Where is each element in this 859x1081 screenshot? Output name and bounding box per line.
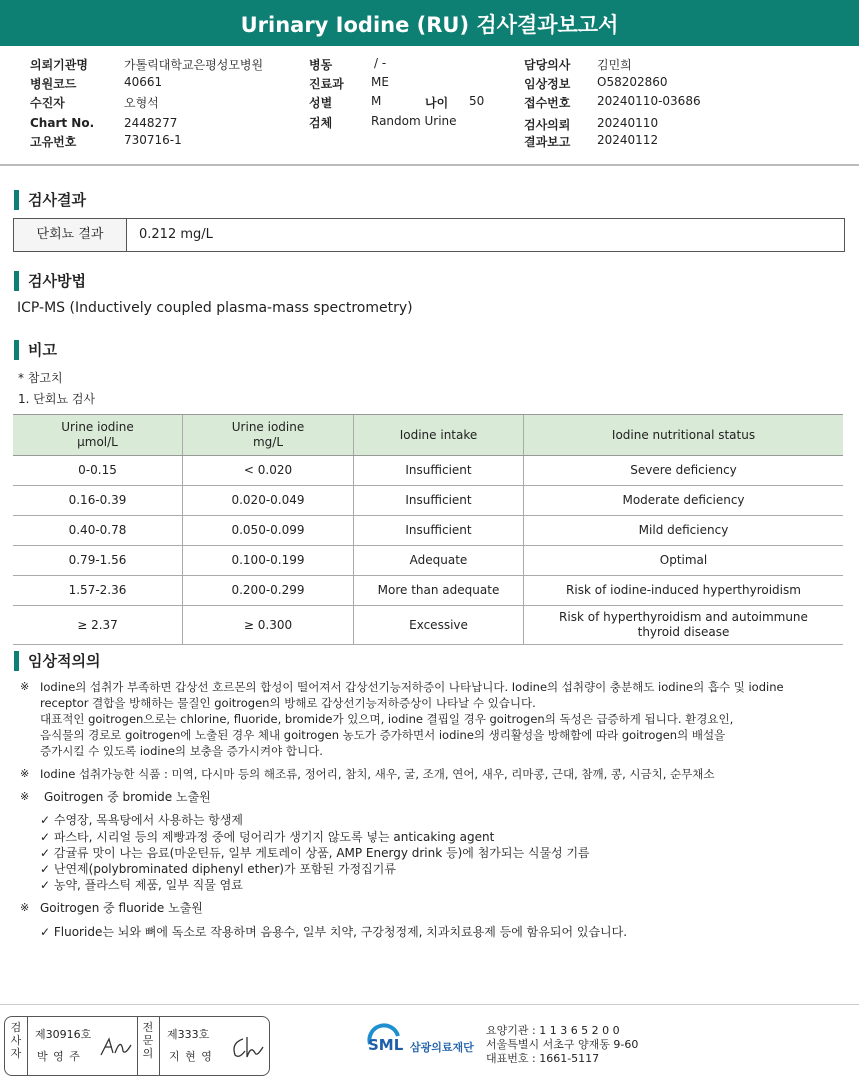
info-label: 담당의사	[524, 58, 571, 72]
specialist-no: 제333호	[167, 1028, 210, 1041]
table-row	[13, 456, 843, 486]
table-cell: Insufficient	[354, 486, 524, 516]
table-cell: Risk of hyperthyroidism and autoimmune thyroid disease	[524, 606, 844, 645]
table-row	[13, 606, 843, 645]
table-header: Urine iodine mg/L	[183, 415, 354, 456]
logo-subtext: 삼광의료재단	[410, 1041, 474, 1054]
info-value: 가톨릭대학교은평성모병원	[124, 58, 264, 72]
note-mark: ※	[20, 901, 30, 914]
reference-table	[13, 414, 843, 645]
footer-divider	[0, 1004, 859, 1005]
table-cell: Moderate deficiency	[524, 486, 844, 516]
clinical-paragraph: Iodine의 섭취가 부족하면 갑상선 호르몬의 합성이 떨어져서 갑상선기능저하증이 나타납니다. Iodine의 섭취량이 충분해도 iodine의 흡수 및 iodine receptor 결합을 방해하는 물질인 goitrogen의 방해로 갑상선기능저하증상이 나타날 수 있습니다. 대표적인 goitrogen으로는 chlorine, fluoride, bromide가 있으며, iodine 결핍일 경우 goitrogen의 독성은 급증하게 됩니다. 환경요인, 음식물의 경로로 goitrogen에 노출된 경우 체내 goitrogen 농도가 증가하면서 iodine의 생리활성을 방해함에 따라 goitrogen의 배설을 증가시킬 수 있도록 iodine의 보충을 증가시켜야 합니다.	[40, 680, 784, 758]
ref-note: * 참고치	[18, 371, 63, 385]
result-box	[13, 218, 845, 252]
table-cell: More than adequate	[354, 576, 524, 606]
info-label: 접수번호	[524, 96, 571, 110]
table-cell: < 0.020	[183, 456, 354, 486]
table-cell: ≥ 2.37	[13, 606, 183, 645]
table-header: Iodine nutritional status	[524, 415, 844, 456]
age-label: 나이	[425, 96, 449, 110]
bromide-item: ✓ 수영장, 목욕탕에서 사용하는 항생제	[40, 813, 244, 827]
signature-stamp	[4, 1016, 270, 1076]
table-cell: Risk of iodine-induced hyperthyroidism	[524, 576, 844, 606]
patient-info	[0, 46, 859, 166]
bromide-item: ✓ 파스타, 시리얼 등의 제빵과정 중에 덩어리가 생기지 않도록 넣는 anticaking agent	[40, 830, 495, 844]
info-label: 의뢰기관명	[30, 58, 88, 72]
info-label: 검사의뢰	[524, 118, 571, 132]
table-row	[13, 486, 843, 516]
table-cell: Optimal	[524, 546, 844, 576]
section-title-remarks: 비고	[14, 340, 57, 360]
report-title: Urinary Iodine (RU) 검사결과보고서	[0, 0, 859, 46]
info-value: 김민희	[597, 58, 632, 72]
info-value: 40661	[124, 75, 163, 89]
info-label: 성별	[309, 96, 333, 110]
method-text: ICP-MS (Inductively coupled plasma-mass spectrometry)	[17, 300, 413, 316]
logo-text: SML	[368, 1036, 404, 1054]
fluoride-title: Goitrogen 중 fluoride 노출원	[40, 901, 203, 915]
note-mark: ※	[20, 767, 30, 780]
info-value: 730716-1	[124, 133, 182, 147]
info-value: M	[371, 94, 382, 108]
info-label: 병동	[309, 58, 333, 72]
table-row	[13, 576, 843, 606]
table-cell: 0.79-1.56	[13, 546, 183, 576]
table-cell: Mild deficiency	[524, 516, 844, 546]
table-row	[13, 546, 843, 576]
info-label: 병원코드	[30, 77, 77, 91]
bromide-item: ✓ 감귤류 맛이 나는 음료(마운틴듀, 일부 게토레이 상품, AMP Energy drink 등)에 첨가되는 식물성 기름	[40, 846, 590, 860]
divider	[159, 1017, 160, 1075]
food-list: Iodine 섭취가능한 식품 : 미역, 다시마 등의 해조류, 정어리, 참치, 새우, 굴, 조개, 연어, 새우, 리마콩, 근대, 참깨, 콩, 시금치, 순무채소	[40, 767, 715, 781]
info-label: 임상정보	[524, 77, 571, 91]
tester-label: 검사자	[10, 1021, 22, 1060]
age-value: 50	[469, 94, 485, 108]
section-title-method: 검사방법	[14, 271, 86, 291]
contact-info: 요양기관 : 1 1 3 6 5 2 0 0 서울특별시 서초구 양재동 9-60 대표번호 : 1661-5117	[486, 1024, 639, 1065]
table-cell: Insufficient	[354, 456, 524, 486]
table-header: Urine iodine μmol/L	[13, 415, 183, 456]
fluoride-item: ✓ Fluoride는 뇌와 뼈에 독소로 작용하며 음용수, 일부 치약, 구강청정제, 치과치료용제 등에 함유되어 있습니다.	[40, 925, 628, 939]
info-label: 고유번호	[30, 135, 77, 149]
table-cell: ≥ 0.300	[183, 606, 354, 645]
result-value: 0.212 mg/L	[139, 227, 213, 242]
info-label: Chart No.	[30, 116, 95, 130]
table-row	[13, 516, 843, 546]
table-cell: 0.100-0.199	[183, 546, 354, 576]
table-cell: Severe deficiency	[524, 456, 844, 486]
tester-name: 박 영 주	[37, 1050, 81, 1063]
info-value: 2448277	[124, 116, 178, 130]
info-value: / -	[374, 56, 387, 70]
info-value: 20240110-03686	[597, 94, 701, 108]
section-title-result: 검사결과	[14, 190, 86, 210]
table-cell: 0.40-0.78	[13, 516, 183, 546]
bromide-item: ✓ 농약, 플라스틱 제품, 일부 직물 염료	[40, 878, 243, 892]
info-label: 결과보고	[524, 135, 571, 149]
info-label: 진료과	[309, 77, 344, 91]
table-cell: Excessive	[354, 606, 524, 645]
note-mark: ※	[20, 790, 30, 803]
info-label: 검체	[309, 116, 333, 130]
info-label: 수진자	[30, 96, 65, 110]
table-header: Iodine intake	[354, 415, 524, 456]
divider	[137, 1017, 138, 1075]
table-cell: 0.16-0.39	[13, 486, 183, 516]
section-title-clinical: 임상적의의	[14, 651, 100, 671]
note-mark: ※	[20, 680, 30, 693]
table-cell: Insufficient	[354, 516, 524, 546]
bromide-title: Goitrogen 중 bromide 노출원	[44, 790, 211, 804]
table-header-row	[13, 415, 843, 456]
info-value: Random Urine	[371, 114, 457, 128]
info-value: 오형석	[124, 96, 159, 110]
info-value: O58202860	[597, 75, 668, 89]
tester-no: 제30916호	[35, 1028, 92, 1041]
table-cell: Adequate	[354, 546, 524, 576]
divider	[27, 1017, 28, 1075]
result-label: 단회뇨 결과	[14, 219, 127, 251]
table-cell: 0.200-0.299	[183, 576, 354, 606]
table-cell: 0.020-0.049	[183, 486, 354, 516]
specialist-signature	[229, 1033, 265, 1061]
info-value: ME	[371, 75, 389, 89]
table-cell: 0-0.15	[13, 456, 183, 486]
info-value: 20240110	[597, 116, 659, 130]
specialist-name: 지 현 영	[169, 1050, 213, 1063]
table-cell: 1.57-2.36	[13, 576, 183, 606]
specialist-label: 전문의	[142, 1021, 154, 1060]
table-cell: 0.050-0.099	[183, 516, 354, 546]
info-value: 20240112	[597, 133, 659, 147]
ref-item: 1. 단회뇨 검사	[18, 392, 96, 406]
bromide-item: ✓ 난연제(polybrominated diphenyl ether)가 포함된 가정집기류	[40, 862, 396, 876]
tester-signature	[99, 1035, 135, 1059]
